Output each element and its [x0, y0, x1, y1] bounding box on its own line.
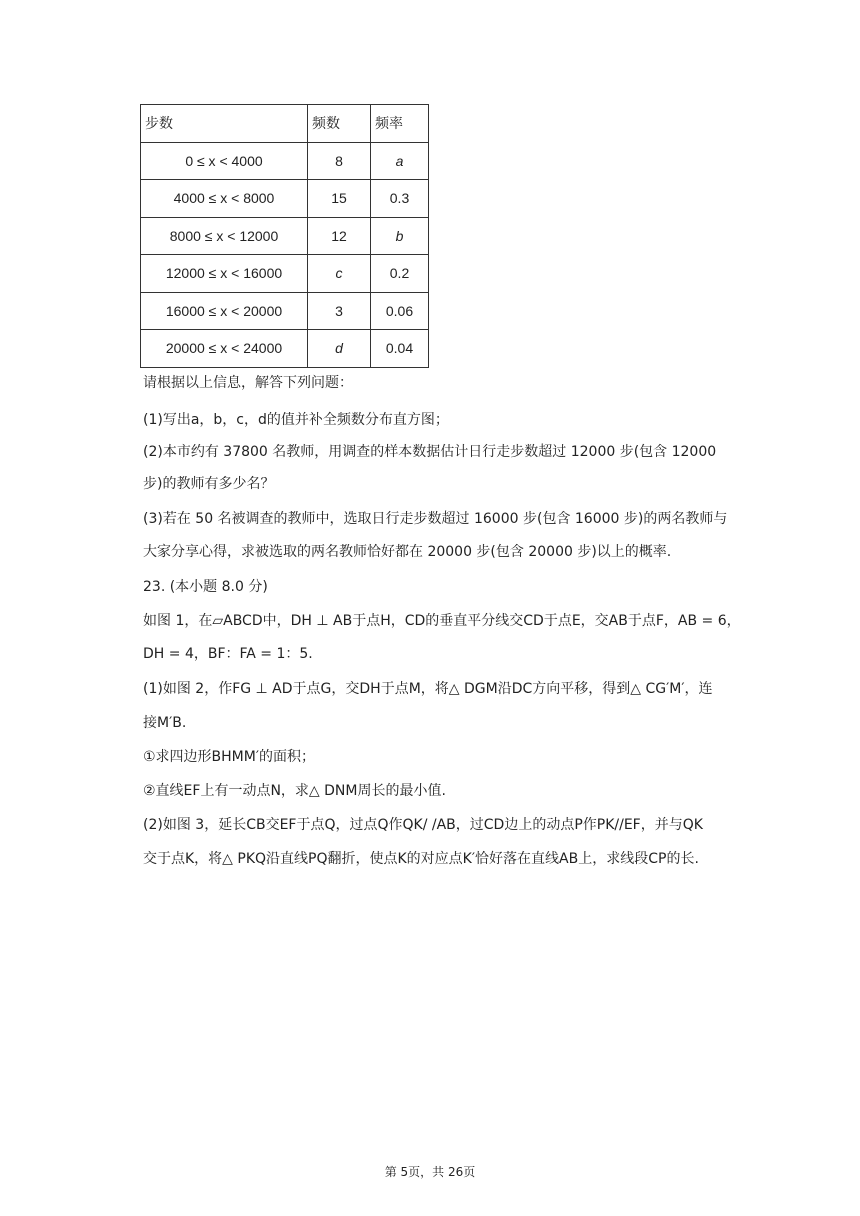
table-cell: a — [371, 142, 429, 180]
frequency-table — [140, 104, 429, 368]
table-cell: b — [371, 217, 429, 255]
page-footer: 第 5页，共 26页 — [384, 1165, 476, 1179]
table-header-row — [141, 105, 429, 143]
part-1-text: (1)如图 2，作FG ⊥ AD于点G，交DH于点M，将△ DGM沿DC方向平移，得到△ CG′M′，连 — [143, 681, 713, 697]
header-cell: 频数 — [308, 105, 371, 143]
problem-statement: 如图 1，在▱ABCD中，DH ⊥ AB于点H，CD的垂直平分线交CD于点E，交AB于点F，AB = 6， — [143, 613, 741, 629]
table-cell: 0.2 — [371, 255, 429, 293]
question-3-text-cont: 大家分享心得，求被选取的两名教师恰好都在 20000 步(包含 20000 步)以上的概率. — [143, 544, 672, 560]
table-cell: d — [308, 330, 371, 368]
question-1-text: (1)写出a，b，c，d的值并补全频数分布直方图； — [143, 412, 449, 428]
table-cell: 15 — [308, 180, 371, 218]
part-1-text-cont: 接M′B. — [143, 715, 187, 731]
table-row — [141, 217, 429, 255]
table-row — [141, 292, 429, 330]
table-row — [141, 255, 429, 293]
problem-statement-cont: DH = 4，BF：FA = 1：5. — [143, 646, 313, 662]
table-cell: 0 ≤ x < 4000 — [141, 142, 308, 180]
table-cell: 20000 ≤ x < 24000 — [141, 330, 308, 368]
table-row — [141, 180, 429, 218]
part-1-sub-1: ①求四边形BHMM′的面积； — [143, 749, 316, 765]
table-cell: 0.06 — [371, 292, 429, 330]
question-2-text: (2)本市约有 37800 名教师，用调查的样本数据估计日行走步数超过 12000 步(包含 12000 — [143, 444, 717, 460]
table-cell: 0.3 — [371, 180, 429, 218]
table-row — [141, 142, 429, 180]
table-row — [141, 330, 429, 368]
question-3-text: (3)若在 50 名被调查的教师中，选取日行走步数超过 16000 步(包含 16000 步)的两名教师与 — [143, 511, 728, 527]
part-2-text: (2)如图 3，延长CB交EF于点Q，过点Q作QK/ /AB，过CD边上的动点P作PK//EF，并与QK — [143, 817, 703, 833]
problem-number: 23. (本小题 8.0 分) — [143, 579, 268, 595]
table-cell: 8000 ≤ x < 12000 — [141, 217, 308, 255]
table-cell: 8 — [308, 142, 371, 180]
header-cell: 步数 — [141, 105, 308, 143]
instruction-text: 请根据以上信息，解答下列问题： — [143, 375, 353, 391]
table-cell: 0.04 — [371, 330, 429, 368]
table-cell: 12 — [308, 217, 371, 255]
table-cell: 3 — [308, 292, 371, 330]
table-cell: 16000 ≤ x < 20000 — [141, 292, 308, 330]
part-2-text-cont: 交于点K，将△ PKQ沿直线PQ翻折，使点K的对应点K′恰好落在直线AB上，求线段CP的长. — [143, 851, 699, 867]
header-cell: 频率 — [371, 105, 429, 143]
table-cell: c — [308, 255, 371, 293]
table-cell: 4000 ≤ x < 8000 — [141, 180, 308, 218]
question-2-text-cont: 步)的教师有多少名？ — [143, 476, 275, 492]
table-cell: 12000 ≤ x < 16000 — [141, 255, 308, 293]
part-1-sub-2: ②直线EF上有一动点N，求△ DNM周长的最小值. — [143, 783, 446, 799]
